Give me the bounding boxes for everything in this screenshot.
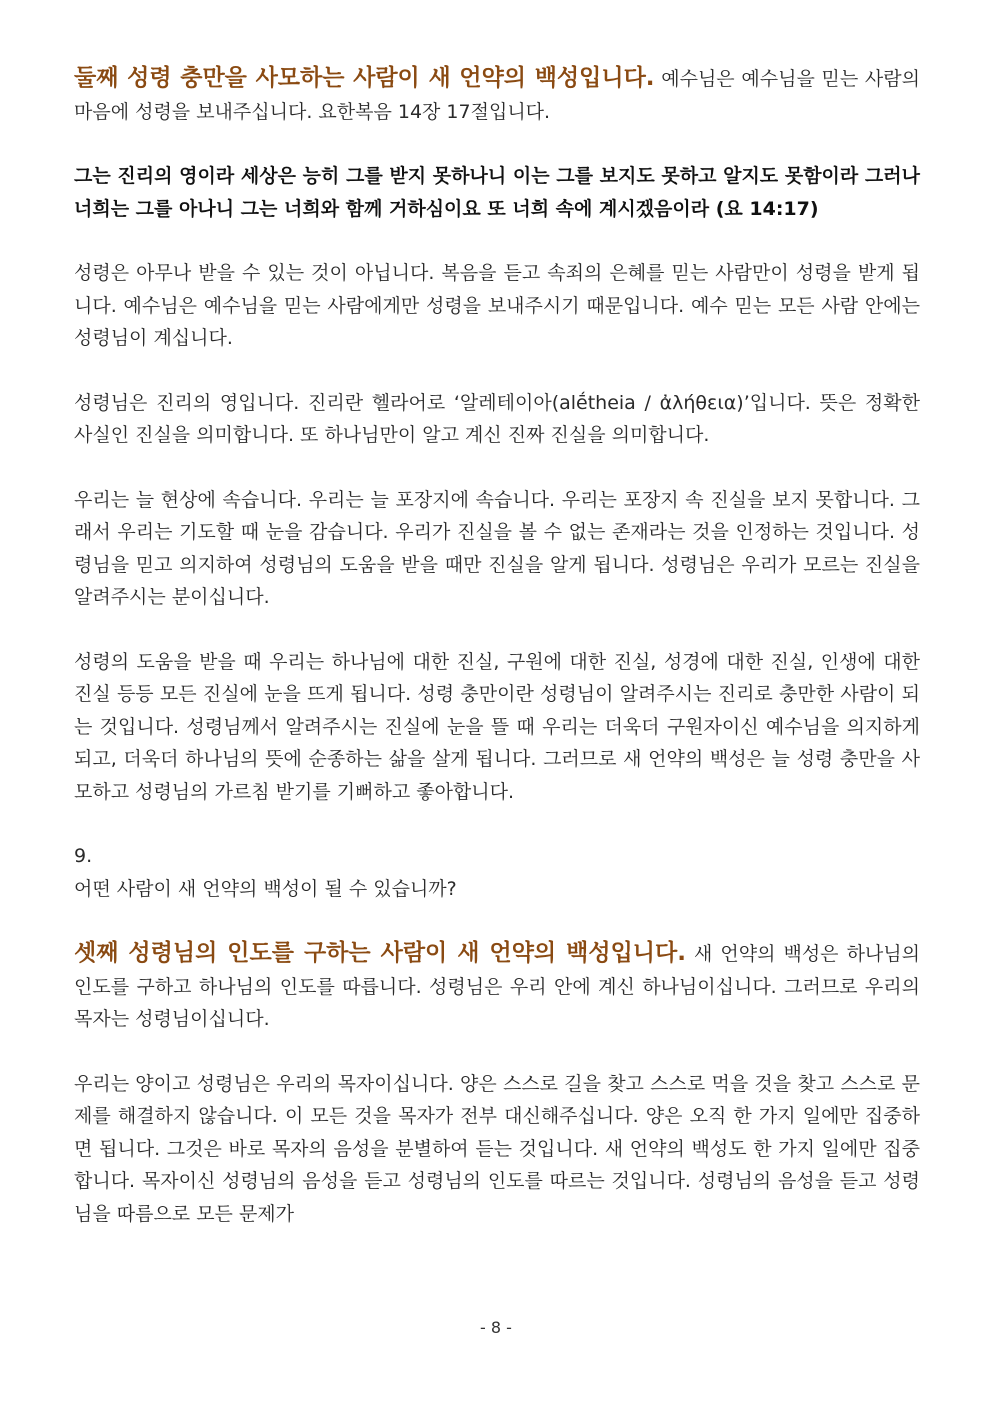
- paragraph-text: 예수님은 예수님을 믿는 사람의 마음에 성령을 보내주십니다. 요한복음 14장 17절입니다.: [74, 68, 920, 123]
- paragraph-text: 성령님은 진리의 영입니다. 진리란 헬라어로 ‘알레테이아(alḗtheia / ἀλήθεια)’입니다. 뜻은 정확한 사실인 진실을 의미합니다. 또 하나님만이 알고 계신 진짜 진실을 의미합니다.: [74, 391, 920, 446]
- section-heading-second: 둘째 성령 충만을 사모하는 사람이 새 언약의 백성입니다.: [74, 65, 655, 91]
- page-number: - 8 -: [480, 1318, 512, 1337]
- paragraph-text: 성령의 도움을 받을 때 우리는 하나님에 대한 진실, 구원에 대한 진실, 성경에 대한 진실, 인생에 대한 진실 등등 모든 진실에 눈을 뜨게 됩니다. 성령 충만이란 성령님이 알려주시는 진리로 충만한 사람이 되는 것입니다. 성령님께서 알려주시는 진실에 눈을 뜰 때 우리는 더욱더 구원자이신 예수님을 의지하게 되고, 더욱더 하나님의 뜻에 순종하는 삶을 살게 됩니다. 그러므로 새 언약의 백성은 늘 성령 충만을 사모하고 성령님의 가르침 받기를 기뻐하고 좋아합니다.: [74, 650, 920, 803]
- section-heading-third: 셋째 성령님의 인도를 구하는 사람이 새 언약의 백성입니다.: [74, 940, 686, 966]
- paragraph-second-point: [74, 62, 920, 128]
- paragraph-third-point: [74, 937, 920, 1036]
- paragraph-text: 새 언약의 백성은 하나님의 인도를 구하고 하나님의 인도를 따릅니다. 성령님은 우리 안에 계신 하나님이십니다. 그러므로 우리의 목자는 성령님이십니다.: [74, 943, 920, 1030]
- question-number: 9.: [74, 845, 93, 867]
- paragraph-text: 성령은 아무나 받을 수 있는 것이 아닙니다. 복음을 듣고 속죄의 은혜를 믿는 사람만이 성령을 받게 됩니다. 예수님은 예수님을 믿는 사람에게만 성령을 보내주시기 때문입니다. 예수 믿는 모든 사람 안에는 성령님이 계십니다.: [74, 262, 920, 349]
- paragraph-text: 우리는 양이고 성령님은 우리의 목자이십니다. 양은 스스로 길을 찾고 스스로 먹을 것을 찾고 스스로 문제를 해결하지 않습니다. 이 모든 것을 목자가 전부 대신해주십니다. 양은 오직 한 가지 일에만 집중하면 됩니다. 그것은 바로 목자의 음성을 분별하여 듣는 것입니다. 새 언약의 백성도 한 가지 일에만 집중합니다. 목자이신 성령님의 음성을 듣고 성령님의 인도를 따르는 것입니다. 성령님의 음성을 듣고 성령님을 따름으로 모든 문제가: [74, 1072, 920, 1225]
- scripture-quote: 그는 진리의 영이라 세상은 능히 그를 받지 못하나니 이는 그를 보지도 못하고 알지도 못함이라 그러나 너희는 그를 아나니 그는 너희와 함께 거하심이요 또 너희 속에 계시겠음이라 (요 14:17): [74, 165, 920, 220]
- question-text: 어떤 사람이 새 언약의 백성이 될 수 있습니까?: [74, 877, 457, 900]
- document-page: [74, 62, 920, 1262]
- paragraph-text: 우리는 늘 현상에 속습니다. 우리는 늘 포장지에 속습니다. 우리는 포장지 속 진실을 보지 못합니다. 그래서 우리는 기도할 때 눈을 감습니다. 우리가 진실을 볼 수 없는 존재라는 것을 인정하는 것입니다. 성령님을 믿고 의지하여 성령님의 도움을 받을 때만 진실을 알게 됩니다. 성령님은 우리가 모르는 진실을 알려주시는 분이십니다.: [74, 488, 920, 608]
